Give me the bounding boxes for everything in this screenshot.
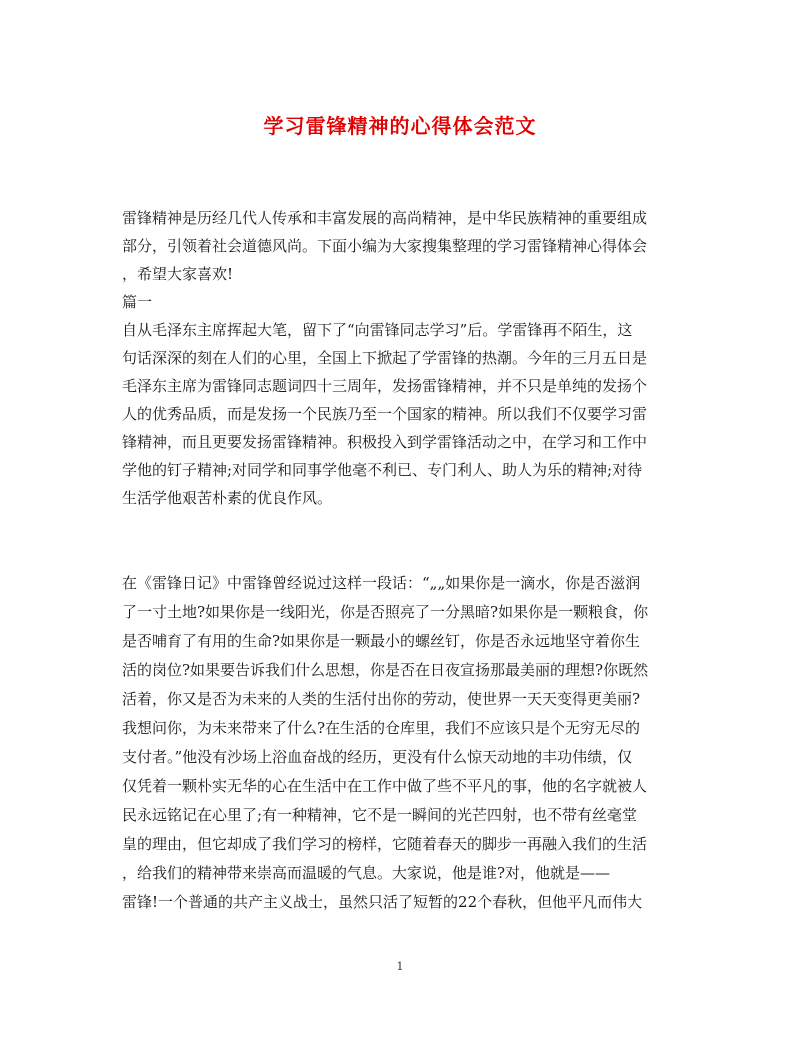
text-line: ，希望大家喜欢!: [122, 265, 234, 283]
section-heading: 篇一: [122, 293, 153, 311]
text-line: 句话深深的刻在人们的心里，全国上下掀起了学雷锋的热潮。今年的三月五日是: [122, 349, 648, 367]
text-line: 学他的钉子精神;对同学和同事学他毫不利已、专门利人、助人为乐的精神;对待: [122, 461, 643, 479]
text-line: 锋精神，而且更要发扬雷锋精神。积极投入到学雷锋活动之中，在学习和工作中: [122, 433, 648, 451]
text-line: 人的优秀品质，而是发扬一个民族乃至一个国家的精神。所以我们不仅要学习雷: [122, 405, 648, 423]
text-line: 民永远铭记在心里了;有一种精神，它不是一瞬间的光芒四射，也不带有丝毫堂: [122, 806, 638, 824]
text-line: 仅凭着一颗朴实无华的心在生活中在工作中做了些不平凡的事，他的名字就被人: [122, 777, 648, 795]
text-line: 在《雷锋日记》中雷锋曾经说过这样一段话：“„„如果你是一滴水，你是否滋润: [122, 574, 641, 592]
text-line: ，给我们的精神带来崇高而温暖的气息。大家说，他是谁?对，他就是——: [122, 864, 611, 882]
text-line: 皇的理由，但它却成了我们学习的榜样，它随着春天的脚步一再融入我们的生活: [122, 835, 648, 853]
text-line: 活着，你又是否为未来的人类的生活付出你的劳动，使世界一天天变得更美丽?: [122, 690, 641, 708]
text-line: 雷锋!一个普通的共产主义战士，虽然只活了短暂的22个春秋，但他平凡而伟大: [122, 893, 643, 911]
text-line: 毛泽东主席为雷锋同志题词四十三周年，发扬雷锋精神，并不只是单纯的发扬个: [122, 377, 648, 395]
text-line: 我想问你，为未来带来了什么?在生活的仓库里，我们不应该只是个无穷无尽的: [122, 719, 641, 737]
text-line: 是否哺育了有用的生命?如果你是一颗最小的螺丝钉，你是否永远地坚守着你生: [122, 632, 641, 650]
text-line: 部分，引领着社会道德风尚。下面小编为大家搜集整理的学习雷锋精神心得体会: [122, 237, 648, 255]
text-line: 生活学他艰苦朴素的优良作风。: [122, 489, 333, 507]
page-number: 1: [396, 960, 404, 973]
text-line: 自从毛泽东主席挥起大笔，留下了“向雷锋同志学习”后。学雷锋再不陌生，这: [122, 321, 633, 339]
document-title: 学习雷锋精神的心得体会范文: [263, 114, 537, 138]
text-line: 雷锋精神是历经几代人传承和丰富发展的高尚精神，是中华民族精神的重要组成: [122, 209, 648, 227]
text-line: 支付者。”他没有沙场上浴血奋战的经历，更没有什么惊天动地的丰功伟绩，仅: [122, 748, 633, 766]
text-line: 活的岗位?如果要告诉我们什么思想，你是否在日夜宣扬那最美丽的理想?你既然: [122, 661, 649, 679]
text-line: 了一寸土地?如果你是一线阳光，你是否照亮了一分黑暗?如果你是一颗粮食，你: [122, 603, 649, 621]
